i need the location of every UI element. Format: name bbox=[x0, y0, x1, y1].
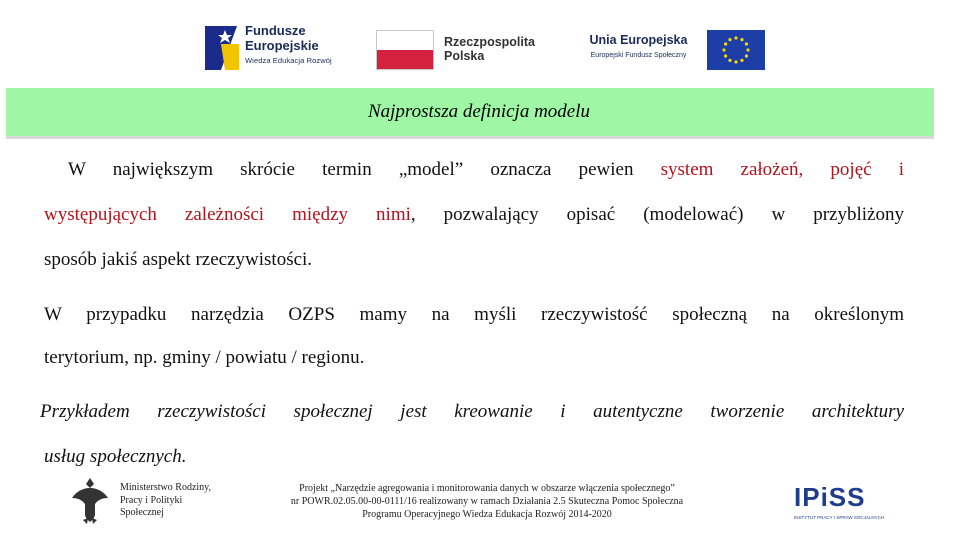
paragraph-1-line-1 bbox=[44, 160, 904, 181]
fe-line3: Wiedza Edukacja Rozwój bbox=[245, 56, 332, 65]
slide-title: Najprostsza definicja modelu bbox=[367, 101, 591, 122]
p1-text-a: W największym skrócie termin „model” oznacza pewien bbox=[68, 159, 661, 180]
paragraph-3-line-1: Przykładem rzeczywistości społecznej jest kreowanie i autentyczne tworzenie architektury bbox=[40, 401, 904, 422]
paragraph-3-line-2: usług społecznych. bbox=[44, 446, 187, 467]
polish-flag-icon bbox=[376, 30, 434, 70]
rp-line2: Polska bbox=[444, 48, 485, 63]
project-line1: Projekt „Narzędzie agregowania i monitorowania danych w obszarze włączenia społecznego” bbox=[299, 483, 675, 494]
paragraph-1-line-3: sposób jakiś aspekt rzeczywistości. bbox=[44, 249, 313, 270]
fundusze-europejskie-emblem-icon bbox=[203, 20, 241, 72]
rp-line1: Rzeczpospolita bbox=[444, 35, 535, 49]
fe-line2: Europejskie bbox=[245, 38, 319, 53]
p1-highlight-b: występujących zależności między nimi bbox=[44, 204, 411, 225]
project-line2: nr POWR.02.05.00-00-0111/16 realizowany w ramach Działania 2.5 Skuteczna Pomoc Społeczna bbox=[290, 496, 684, 507]
unia-europejska-logo bbox=[576, 30, 766, 70]
polish-eagle-icon bbox=[68, 474, 112, 526]
ministry-logo bbox=[68, 474, 228, 526]
title-banner bbox=[6, 88, 934, 139]
paragraph-2-line-1: W przypadku narzędzia OZPS mamy na myśli rzeczywistość społeczną na określonym bbox=[44, 304, 904, 325]
p1-text-b: , pozwalający opisać (modelować) w przybliżony bbox=[410, 204, 904, 225]
ue-line1: Unia Europejska bbox=[589, 33, 688, 47]
eu-flag-icon bbox=[707, 30, 765, 70]
ministry-line2: Pracy i Polityki Społecznej bbox=[120, 494, 183, 518]
project-info bbox=[262, 482, 712, 521]
paragraph-1-line-2 bbox=[44, 205, 904, 226]
ipiss-wordmark: IPiSS bbox=[794, 482, 866, 512]
fe-line1: Fundusze bbox=[245, 23, 306, 38]
rzeczpospolita-polska-logo bbox=[376, 30, 546, 70]
paragraph-2-line-2: terytorium, np. gminy / powiatu / regionu. bbox=[44, 347, 365, 368]
ministry-line1: Ministerstwo Rodziny, bbox=[120, 482, 212, 493]
ipiss-subtitle: INSTYTUT PRACY I SPRAW SOCJALNYCH bbox=[794, 515, 885, 520]
ipiss-logo bbox=[794, 484, 904, 524]
project-line3: Programu Operacyjnego Wiedza Edukacja Rozwój 2014-2020 bbox=[362, 509, 612, 520]
fundusze-europejskie-logo bbox=[203, 20, 353, 76]
ue-line2: Europejski Fundusz Społeczny bbox=[590, 51, 687, 59]
p1-highlight-a: system założeń, pojęć i bbox=[660, 159, 904, 180]
